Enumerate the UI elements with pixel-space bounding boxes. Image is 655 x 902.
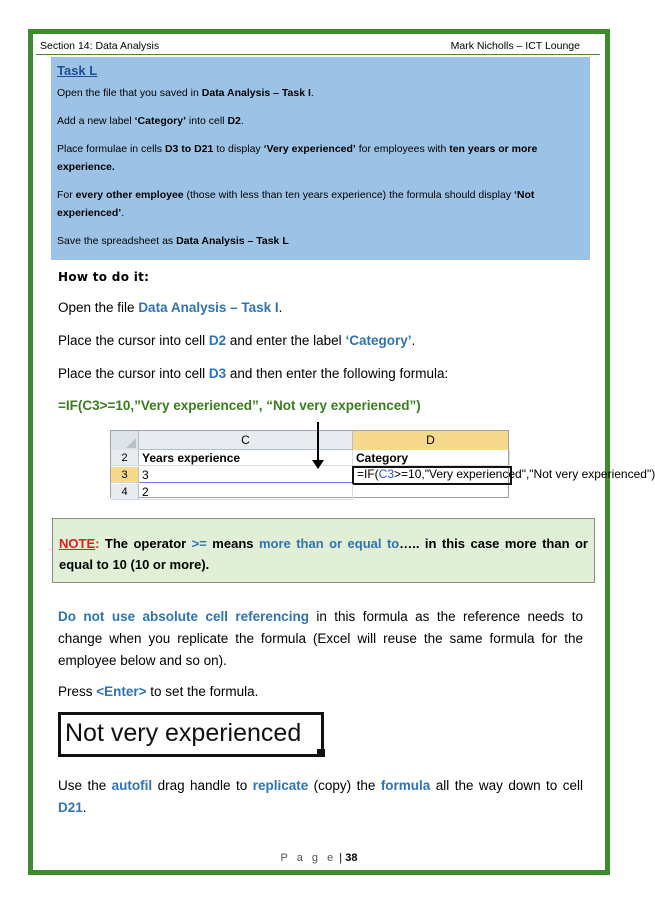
cell-d2: Category [353, 450, 510, 466]
select-all-corner [111, 431, 139, 450]
task-box [51, 57, 590, 260]
header-author: Mark Nicholls – ICT Lounge [450, 40, 580, 52]
autofill-paragraph: Use the autofil drag handle to replicate (copy) the formula all the way down to cell D21. [58, 778, 583, 815]
press-enter-paragraph: Press <Enter> to set the formula. [58, 684, 259, 699]
cell-c3: 3 [139, 467, 353, 483]
howto-step-label: Place the cursor into cell D2 and enter the label ‘Category’. [58, 333, 416, 348]
spreadsheet-screenshot [110, 430, 655, 499]
column-header-d: D [353, 431, 508, 450]
task-step-label: Add a new label ‘Category’ into cell D2. [57, 115, 244, 127]
howto-step-open: Open the file Data Analysis – Task I. [58, 300, 283, 315]
task-step-open: Open the file that you saved in Data Analysis – Task I. [57, 87, 314, 99]
footer-page-number: 38 [345, 852, 358, 864]
task-step-formulae: Place formulae in cells D3 to D21 to display ‘Very experienced’ for employees with ten years or more experience. [57, 143, 538, 173]
howto-heading: How to do it: [58, 270, 150, 284]
task-step-save: Save the spreadsheet as Data Analysis – Task L [57, 235, 289, 247]
howto-step-formula: Place the cursor into cell D3 and then enter the following formula: [58, 366, 449, 381]
footer-page-word: P a g e [280, 852, 337, 864]
pointer-arrow-line [317, 422, 319, 464]
select-all-triangle-icon [126, 438, 136, 448]
cell-c4: 2 [139, 484, 353, 500]
cell-d3-formula: =IF(C3>=10,"Very experienced","Not very experienced") [352, 466, 512, 485]
pointer-arrow-icon [312, 460, 324, 469]
column-header-row [111, 431, 508, 450]
page-footer: P a g e | 38 [280, 852, 358, 864]
row-header-4: 4 [111, 484, 139, 500]
result-cell-text: Not very experienced [65, 719, 302, 747]
task-title: Task L [57, 63, 98, 78]
note-box: NOTE: The operator >= means more than or equal to….. in this case more than or equal to 10 (10 or more). [52, 518, 595, 583]
cell-c2: Years experience [139, 450, 353, 466]
row-header-3: 3 [111, 467, 139, 483]
formula-text: =IF(C3>=10,”Very experienced”, “Not very experienced”) [58, 398, 421, 413]
header-section-title: Section 14: Data Analysis [40, 40, 160, 52]
note-label: NOTE [59, 536, 96, 551]
column-header-c: C [139, 431, 353, 450]
row-header-2: 2 [111, 450, 139, 466]
absolute-referencing-paragraph: Do not use absolute cell referencing in this formula as the reference needs to change when you replicate the formula (Excel will reuse the same formula for the employee below and so on). [58, 609, 583, 668]
autofill-handle-icon [317, 749, 325, 757]
task-step-other: For every other employee (those with less than ten years experience) the formula should display ‘Not experienced’. [57, 189, 535, 219]
header-rule [36, 54, 600, 55]
result-cell-screenshot [58, 712, 324, 757]
